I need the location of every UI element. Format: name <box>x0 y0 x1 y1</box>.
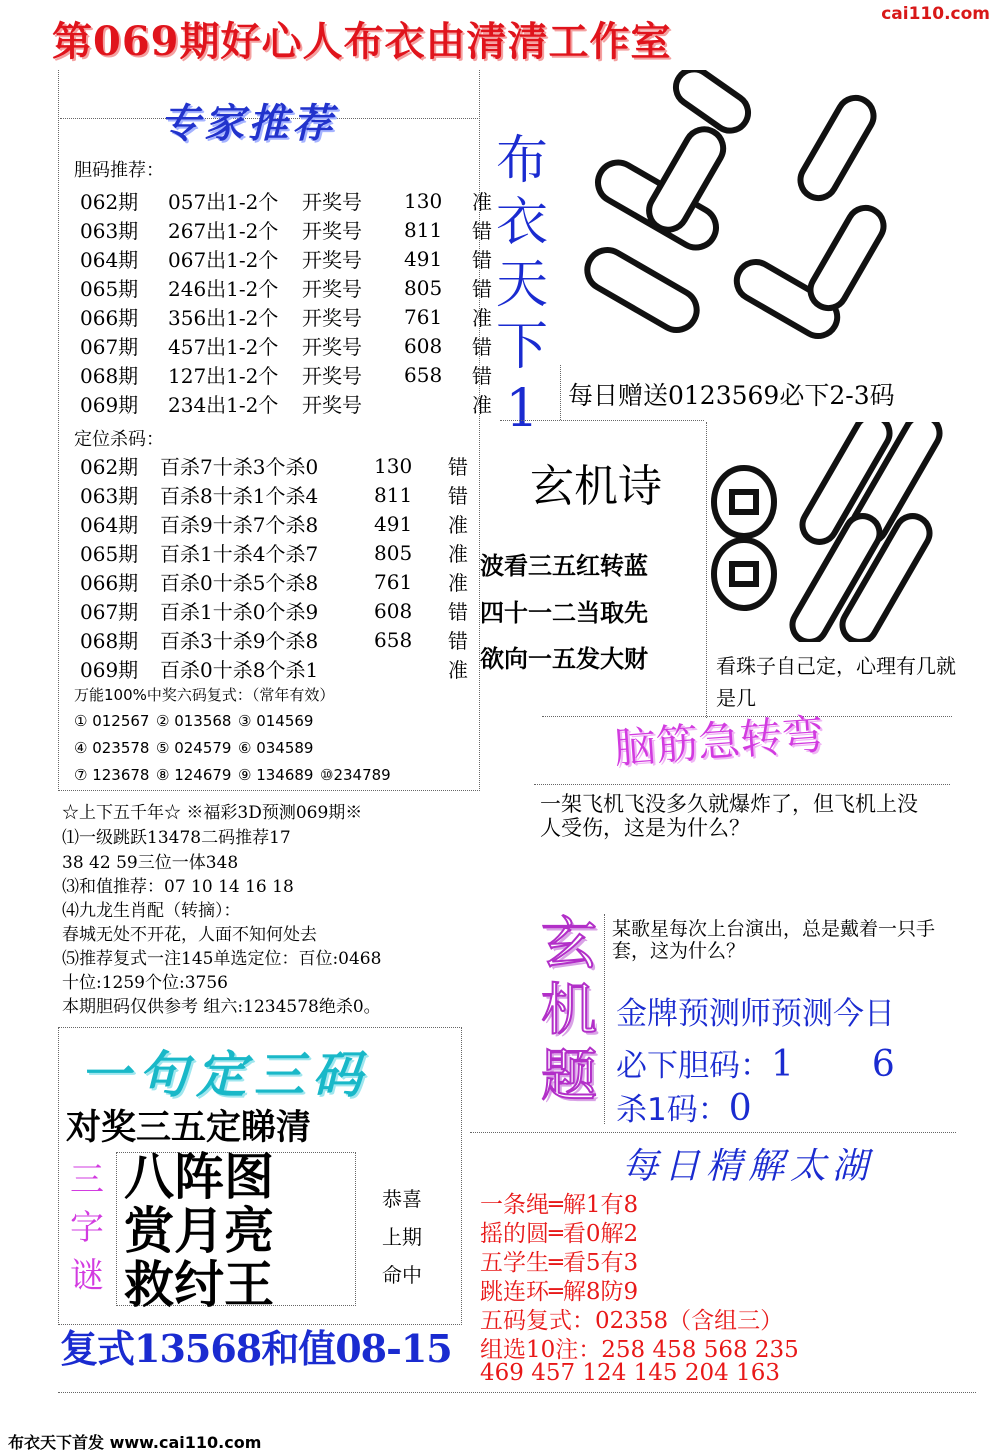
forecast-line: 本期胆码仅供参考 组六:1234578绝杀0。 <box>62 997 381 1017</box>
taihu-line: 摇的圆═看0解2 <box>480 1221 639 1247</box>
table-cell: 761 <box>404 304 443 329</box>
forecast-line: 38 42 59三位一体348 <box>62 853 239 873</box>
poem-frame <box>500 420 704 422</box>
table-row <box>80 480 488 509</box>
table-cell: 062期 <box>80 455 139 479</box>
table-row <box>80 302 512 331</box>
table-cell: 057出1-2个 <box>168 190 279 214</box>
xuanji-side-title <box>536 912 602 1110</box>
poem-line: 四十一二当取先 <box>480 599 648 627</box>
table-cell: 百杀1十杀0个杀9 <box>160 600 319 624</box>
combo-item: ⑩234789 <box>320 766 391 784</box>
table-cell: 百杀7十杀3个杀0 <box>160 455 319 479</box>
circle-tile-image <box>706 422 956 642</box>
table-row <box>80 331 512 360</box>
table-cell: 246出1-2个 <box>168 277 279 301</box>
bamboo-tile-image <box>562 70 900 370</box>
table-cell: 811 <box>404 217 443 242</box>
table-cell: 130 <box>404 188 443 213</box>
table-cell: 百杀0十杀5个杀8 <box>160 571 319 595</box>
table-row <box>80 625 488 654</box>
dan-label: 胆码推荐： <box>74 160 164 181</box>
poem-line: 波看三五红转蓝 <box>480 552 648 580</box>
predict-dan-values: 1 6 <box>771 1044 897 1085</box>
table-cell: 067出1-2个 <box>168 248 279 272</box>
table-cell: 开奖号 <box>302 335 362 359</box>
forecast-line: ⑴一级跳跃13478二码推荐17 <box>62 828 291 848</box>
predict-dan <box>616 1036 897 1087</box>
table-cell: 百杀8十杀1个杀4 <box>160 484 319 508</box>
table-row <box>80 538 488 567</box>
predict-kill-label: 杀1码： <box>616 1092 729 1128</box>
table-cell: 069期 <box>80 658 139 682</box>
table-cell: 错 <box>448 600 468 624</box>
table-cell: 错 <box>448 629 468 653</box>
table-cell: 064期 <box>80 248 139 272</box>
predict-kill <box>616 1084 752 1129</box>
table-cell: 错 <box>448 455 468 479</box>
combo-item: ⑨ 134689 <box>238 766 314 784</box>
taihu-line: 组选10注：258 458 568 235 <box>480 1337 799 1363</box>
table-row <box>80 186 512 215</box>
table-cell: 811 <box>374 482 413 507</box>
taihu-line: 跳连环═解8防9 <box>480 1279 639 1305</box>
forecast-line: ⑶和值推荐：07 10 14 16 18 <box>62 877 294 897</box>
combo-item: ④ 023578 <box>74 739 150 757</box>
dan-table <box>80 186 512 418</box>
table-cell: 063期 <box>80 219 139 243</box>
table-cell: 068期 <box>80 629 139 653</box>
taihu-frame <box>470 1132 956 1134</box>
kill-label: 定位杀码： <box>74 429 164 450</box>
forecast-line: ⑸推荐复式一注145单选定位：百位:0468 <box>62 949 382 969</box>
table-row <box>80 654 488 683</box>
bottom-frame <box>58 1392 976 1394</box>
side-char: 机 <box>541 978 597 1043</box>
poem-line: 欲向一五发大财 <box>480 645 648 673</box>
table-cell: 开奖号 <box>302 277 362 301</box>
table-cell: 065期 <box>80 277 139 301</box>
note-frame <box>706 422 708 718</box>
taihu-line: 469 457 124 145 204 163 <box>480 1360 780 1386</box>
taihu-line: 五码复式：02358（含组三） <box>480 1308 784 1334</box>
side-char: 谜 <box>70 1256 104 1296</box>
table-cell: 267出1-2个 <box>168 219 279 243</box>
forecast-line: 春城无处不开花，人面不知何处去 <box>62 925 317 945</box>
table-cell: 准 <box>448 658 468 682</box>
yiju-subtitle: 对奖三五定睇清 <box>66 1108 312 1148</box>
table-cell: 069期 <box>80 393 139 417</box>
table-cell: 错 <box>472 364 492 388</box>
table-cell: 063期 <box>80 484 139 508</box>
combo-item: ⑦ 123678 <box>74 766 150 784</box>
forecast-line: ⑷九龙生肖配（转摘）： <box>62 901 241 921</box>
bamboo-frame <box>560 365 562 420</box>
combo-row <box>74 766 402 784</box>
combo-label: 万能100%中奖六码复式：（常年有效） <box>74 686 335 704</box>
table-cell: 百杀3十杀9个杀8 <box>160 629 319 653</box>
table-cell: 百杀1十杀4个杀7 <box>160 542 319 566</box>
table-cell: 805 <box>404 275 443 300</box>
table-cell: 127出1-2个 <box>168 364 279 388</box>
table-cell: 开奖号 <box>302 306 362 330</box>
vertical-char: 下 <box>495 317 548 377</box>
combo-item: ⑧ 124679 <box>156 766 232 784</box>
side-char: 字 <box>70 1208 104 1248</box>
site-badge[interactable]: cai110.com <box>881 4 990 24</box>
xuanji-ti-frame <box>604 914 606 1124</box>
table-row <box>80 273 512 302</box>
table-cell: 066期 <box>80 571 139 595</box>
table-cell: 066期 <box>80 306 139 330</box>
table-cell: 错 <box>448 484 468 508</box>
table-cell: 准 <box>472 190 492 214</box>
table-cell: 658 <box>404 362 443 387</box>
kill-table <box>80 451 488 683</box>
side-char: 题 <box>541 1044 597 1109</box>
yiju-bottom: 复式13568和值08-15 <box>60 1326 452 1371</box>
riddle-item: 赏月亮 <box>124 1201 274 1260</box>
note-line: 上期 <box>382 1225 422 1249</box>
table-cell <box>374 654 448 683</box>
table-cell: 百杀0十杀8个杀1 <box>160 658 319 682</box>
table-cell: 356出1-2个 <box>168 306 279 330</box>
vertical-char: 天 <box>495 255 548 315</box>
page-title: 第069期好心人布衣由清清工作室 <box>52 18 672 65</box>
combo-item: ⑤ 024579 <box>156 739 232 757</box>
table-cell: 准 <box>448 513 468 537</box>
table-cell: 开奖号 <box>302 248 362 272</box>
brain-question: 一架飞机飞没多久就爆炸了，但飞机上没人受伤，这是为什么？ <box>540 792 918 840</box>
note-line: 命中 <box>382 1263 422 1287</box>
table-row <box>80 244 512 273</box>
yiju-title: 一句定三码 <box>80 1045 370 1104</box>
table-cell: 064期 <box>80 513 139 537</box>
table-cell: 错 <box>472 335 492 359</box>
taihu-line: 一条绳═解1有8 <box>480 1192 639 1218</box>
daily-gift: 每日赠送0123569必下2-3码 <box>568 381 895 410</box>
forecast-line: 十位:1259个位:3756 <box>62 973 228 993</box>
vertical-char: 布 <box>495 131 548 191</box>
table-row <box>80 360 512 389</box>
table-cell: 开奖号 <box>302 364 362 388</box>
table-cell: 130 <box>374 453 413 478</box>
vertical-char: 1 <box>505 379 539 439</box>
taihu-line: 五学生═看5有3 <box>480 1250 639 1276</box>
yiju-side-title <box>64 1156 110 1300</box>
note-line: 恭喜 <box>382 1187 422 1211</box>
table-row <box>80 567 488 596</box>
table-cell: 准 <box>472 306 492 330</box>
predict-dan-label: 必下胆码： <box>616 1048 771 1084</box>
table-cell: 开奖号 <box>302 219 362 243</box>
brain-title: 脑筋急转弯 <box>612 709 826 773</box>
table-cell: 068期 <box>80 364 139 388</box>
table-cell <box>404 389 472 418</box>
combo-item: ⑥ 034589 <box>238 739 314 757</box>
table-cell: 062期 <box>80 190 139 214</box>
predict-kill-value: 0 <box>728 1088 752 1129</box>
combo-item: ② 013568 <box>156 712 232 730</box>
table-row <box>80 509 488 538</box>
table-cell: 准 <box>472 393 492 417</box>
xuanji-question: 某歌星每次上台演出，总是戴着一只手套，这为什么？ <box>612 918 936 962</box>
brain-question-frame <box>534 784 950 786</box>
table-cell: 761 <box>374 569 413 594</box>
buyi-vertical <box>492 130 552 440</box>
table-row <box>80 451 488 480</box>
table-row <box>80 596 488 625</box>
side-char: 三 <box>70 1160 104 1200</box>
table-cell: 608 <box>374 598 413 623</box>
table-cell: 错 <box>472 248 492 272</box>
riddle-list <box>124 1147 274 1314</box>
table-row <box>80 215 512 244</box>
combo-row <box>74 712 320 730</box>
table-cell: 065期 <box>80 542 139 566</box>
table-cell: 准 <box>448 571 468 595</box>
table-cell: 491 <box>374 511 413 536</box>
table-cell: 开奖号 <box>302 393 362 417</box>
table-cell: 608 <box>404 333 443 358</box>
table-cell: 百杀9十杀7个杀8 <box>160 513 319 537</box>
poem-title: 玄机诗 <box>530 461 662 512</box>
table-cell: 805 <box>374 540 413 565</box>
expert-title: 专家推荐 <box>160 100 336 147</box>
table-cell: 457出1-2个 <box>168 335 279 359</box>
table-cell: 错 <box>472 219 492 243</box>
table-cell: 准 <box>448 542 468 566</box>
table-cell: 067期 <box>80 335 139 359</box>
taihu-title: 每日精解太湖 <box>622 1146 875 1187</box>
combo-item: ① 012567 <box>74 712 150 730</box>
forecast-line: ☆上下五千年☆ ※福彩3D预测069期※ <box>62 803 363 823</box>
riddle-item: 八阵图 <box>124 1147 274 1206</box>
predict-line: 金牌预测师预测今日 <box>616 996 895 1032</box>
combo-row <box>74 739 320 757</box>
side-char: 玄 <box>541 912 597 977</box>
hit-note <box>382 1180 422 1294</box>
table-cell: 491 <box>404 246 443 271</box>
table-cell: 658 <box>374 627 413 652</box>
table-cell: 错 <box>472 277 492 301</box>
table-row <box>80 389 512 418</box>
footer-text[interactable]: 布衣天下首发 www.cai110.com <box>8 1433 262 1452</box>
table-cell: 开奖号 <box>302 190 362 214</box>
poem-note: 看珠子自己定，心理有几就是几 <box>716 654 956 710</box>
riddle-item: 救纣王 <box>124 1255 274 1314</box>
table-cell: 234出1-2个 <box>168 393 279 417</box>
combo-item: ③ 014569 <box>238 712 314 730</box>
vertical-char: 衣 <box>495 193 548 253</box>
table-cell: 067期 <box>80 600 139 624</box>
